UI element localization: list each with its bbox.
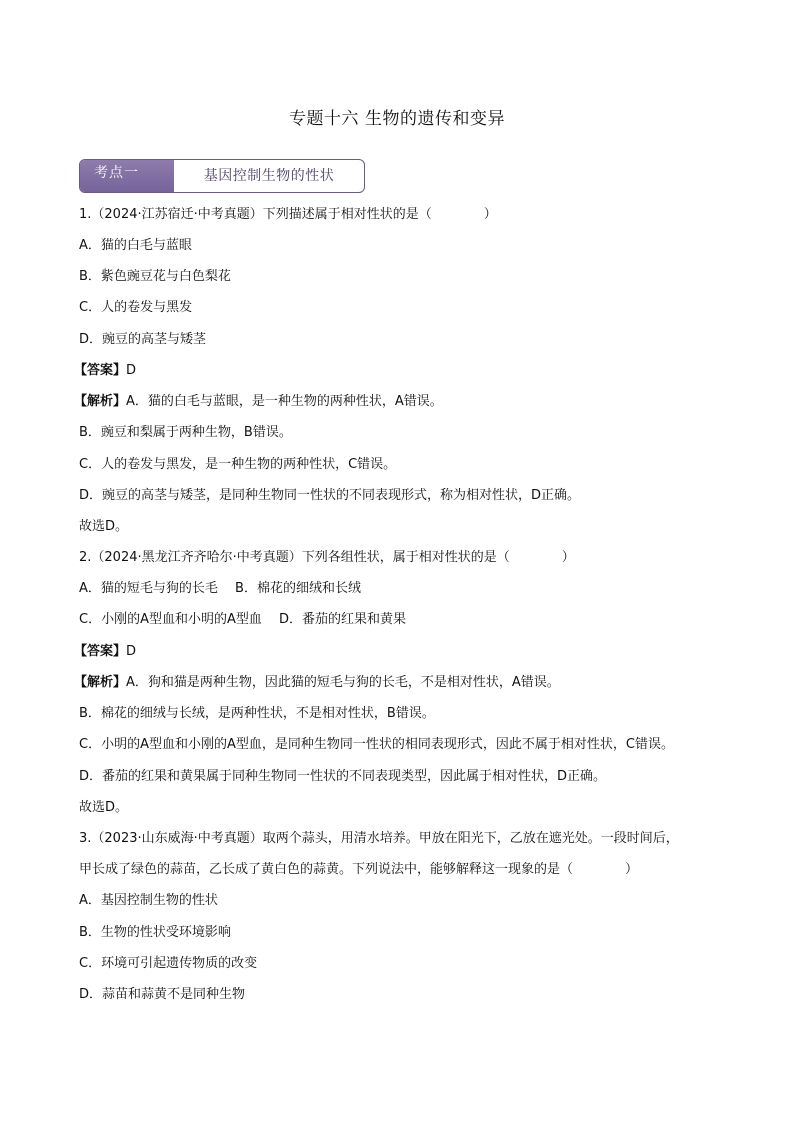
q3-stem-line2: 甲长成了绿色的蒜苗，乙长成了黄白色的蒜黄。下列说法中，能够解释这一现象的是（ ） <box>79 862 639 877</box>
q2-analysis-a <box>74 674 560 692</box>
q1-option-c: C．人的卷发与黑发 <box>79 300 193 315</box>
q2-options-ab: A．猫的短毛与狗的长毛 B．棉花的细绒和长绒 <box>79 581 361 596</box>
q3-option-a: A．基因控制生物的性状 <box>79 893 218 908</box>
q3-stem-line1: 3.（2023·山东威海·中考真题）取两个蒜头，用清水培养。甲放在阳光下，乙放在遮光处。一段时间后， <box>79 831 679 846</box>
q1-option-d: D．豌豆的高茎与矮茎 <box>79 332 207 347</box>
q2-conclusion: 故选D。 <box>79 800 129 815</box>
q3-option-d: D．蒜苗和蒜黄不是同种生物 <box>79 987 246 1002</box>
q1-conclusion: 故选D。 <box>79 519 129 534</box>
section-topic: 基因控制生物的性状 <box>203 168 335 184</box>
q2-answer-value: D <box>126 644 137 659</box>
q1-answer-value: D <box>126 363 137 378</box>
q1-stem: 1.（2024·江苏宿迁·中考真题）下列描述属于相对性状的是（ ） <box>79 207 497 222</box>
q1-answer <box>74 362 136 380</box>
q2-stem: 2.（2024·黑龙江齐齐哈尔·中考真题）下列各组性状，属于相对性状的是（ ） <box>79 550 575 565</box>
q2-analysis-a-text: A．狗和猫是两种生物，因此猫的短毛与狗的长毛，不是相对性状，A错误。 <box>126 675 560 690</box>
section-header <box>79 159 365 193</box>
q3-option-c: C．环境可引起遗传物质的改变 <box>79 956 258 971</box>
q1-option-b: B．紫色豌豆花与白色梨花 <box>79 269 231 284</box>
q1-analysis-c: C．人的卷发与黑发，是一种生物的两种性状，C错误。 <box>79 457 397 472</box>
q3-option-b: B．生物的性状受环境影响 <box>79 925 231 940</box>
q1-analysis-b: B．豌豆和梨属于两种生物，B错误。 <box>79 425 292 440</box>
page-title: 专题十六 生物的遗传和变异 <box>289 109 505 129</box>
section-tag: 考点一 <box>80 160 174 192</box>
q2-analysis-label: 【解析】 <box>74 675 127 690</box>
q2-options-cd: C．小刚的A型血和小明的A型血 D．番茄的红果和黄果 <box>79 612 407 627</box>
q2-analysis-d: D．番茄的红果和黄果属于同种生物同一性状的不同表现类型，因此属于相对性状，D正确。 <box>79 769 607 784</box>
q2-answer <box>74 643 136 661</box>
q1-analysis-d: D．豌豆的高茎与矮茎，是同种生物同一性状的不同表现形式，称为相对性状，D正确。 <box>79 488 581 503</box>
q2-answer-label: 【答案】 <box>74 644 127 659</box>
q1-analysis-a-text: A．猫的白毛与蓝眼，是一种生物的两种性状，A错误。 <box>126 394 443 409</box>
q1-analysis-label: 【解析】 <box>74 394 127 409</box>
q1-analysis-a <box>74 393 443 411</box>
q1-option-a: A．猫的白毛与蓝眼 <box>79 238 192 253</box>
q2-analysis-b: B．棉花的细绒与长绒，是两种性状，不是相对性状，B错误。 <box>79 706 435 721</box>
q2-analysis-c: C．小明的A型血和小刚的A型血，是同种生物同一性状的相同表现形式，因此不属于相对性状，C错误。 <box>79 737 674 752</box>
q1-answer-label: 【答案】 <box>74 363 127 378</box>
